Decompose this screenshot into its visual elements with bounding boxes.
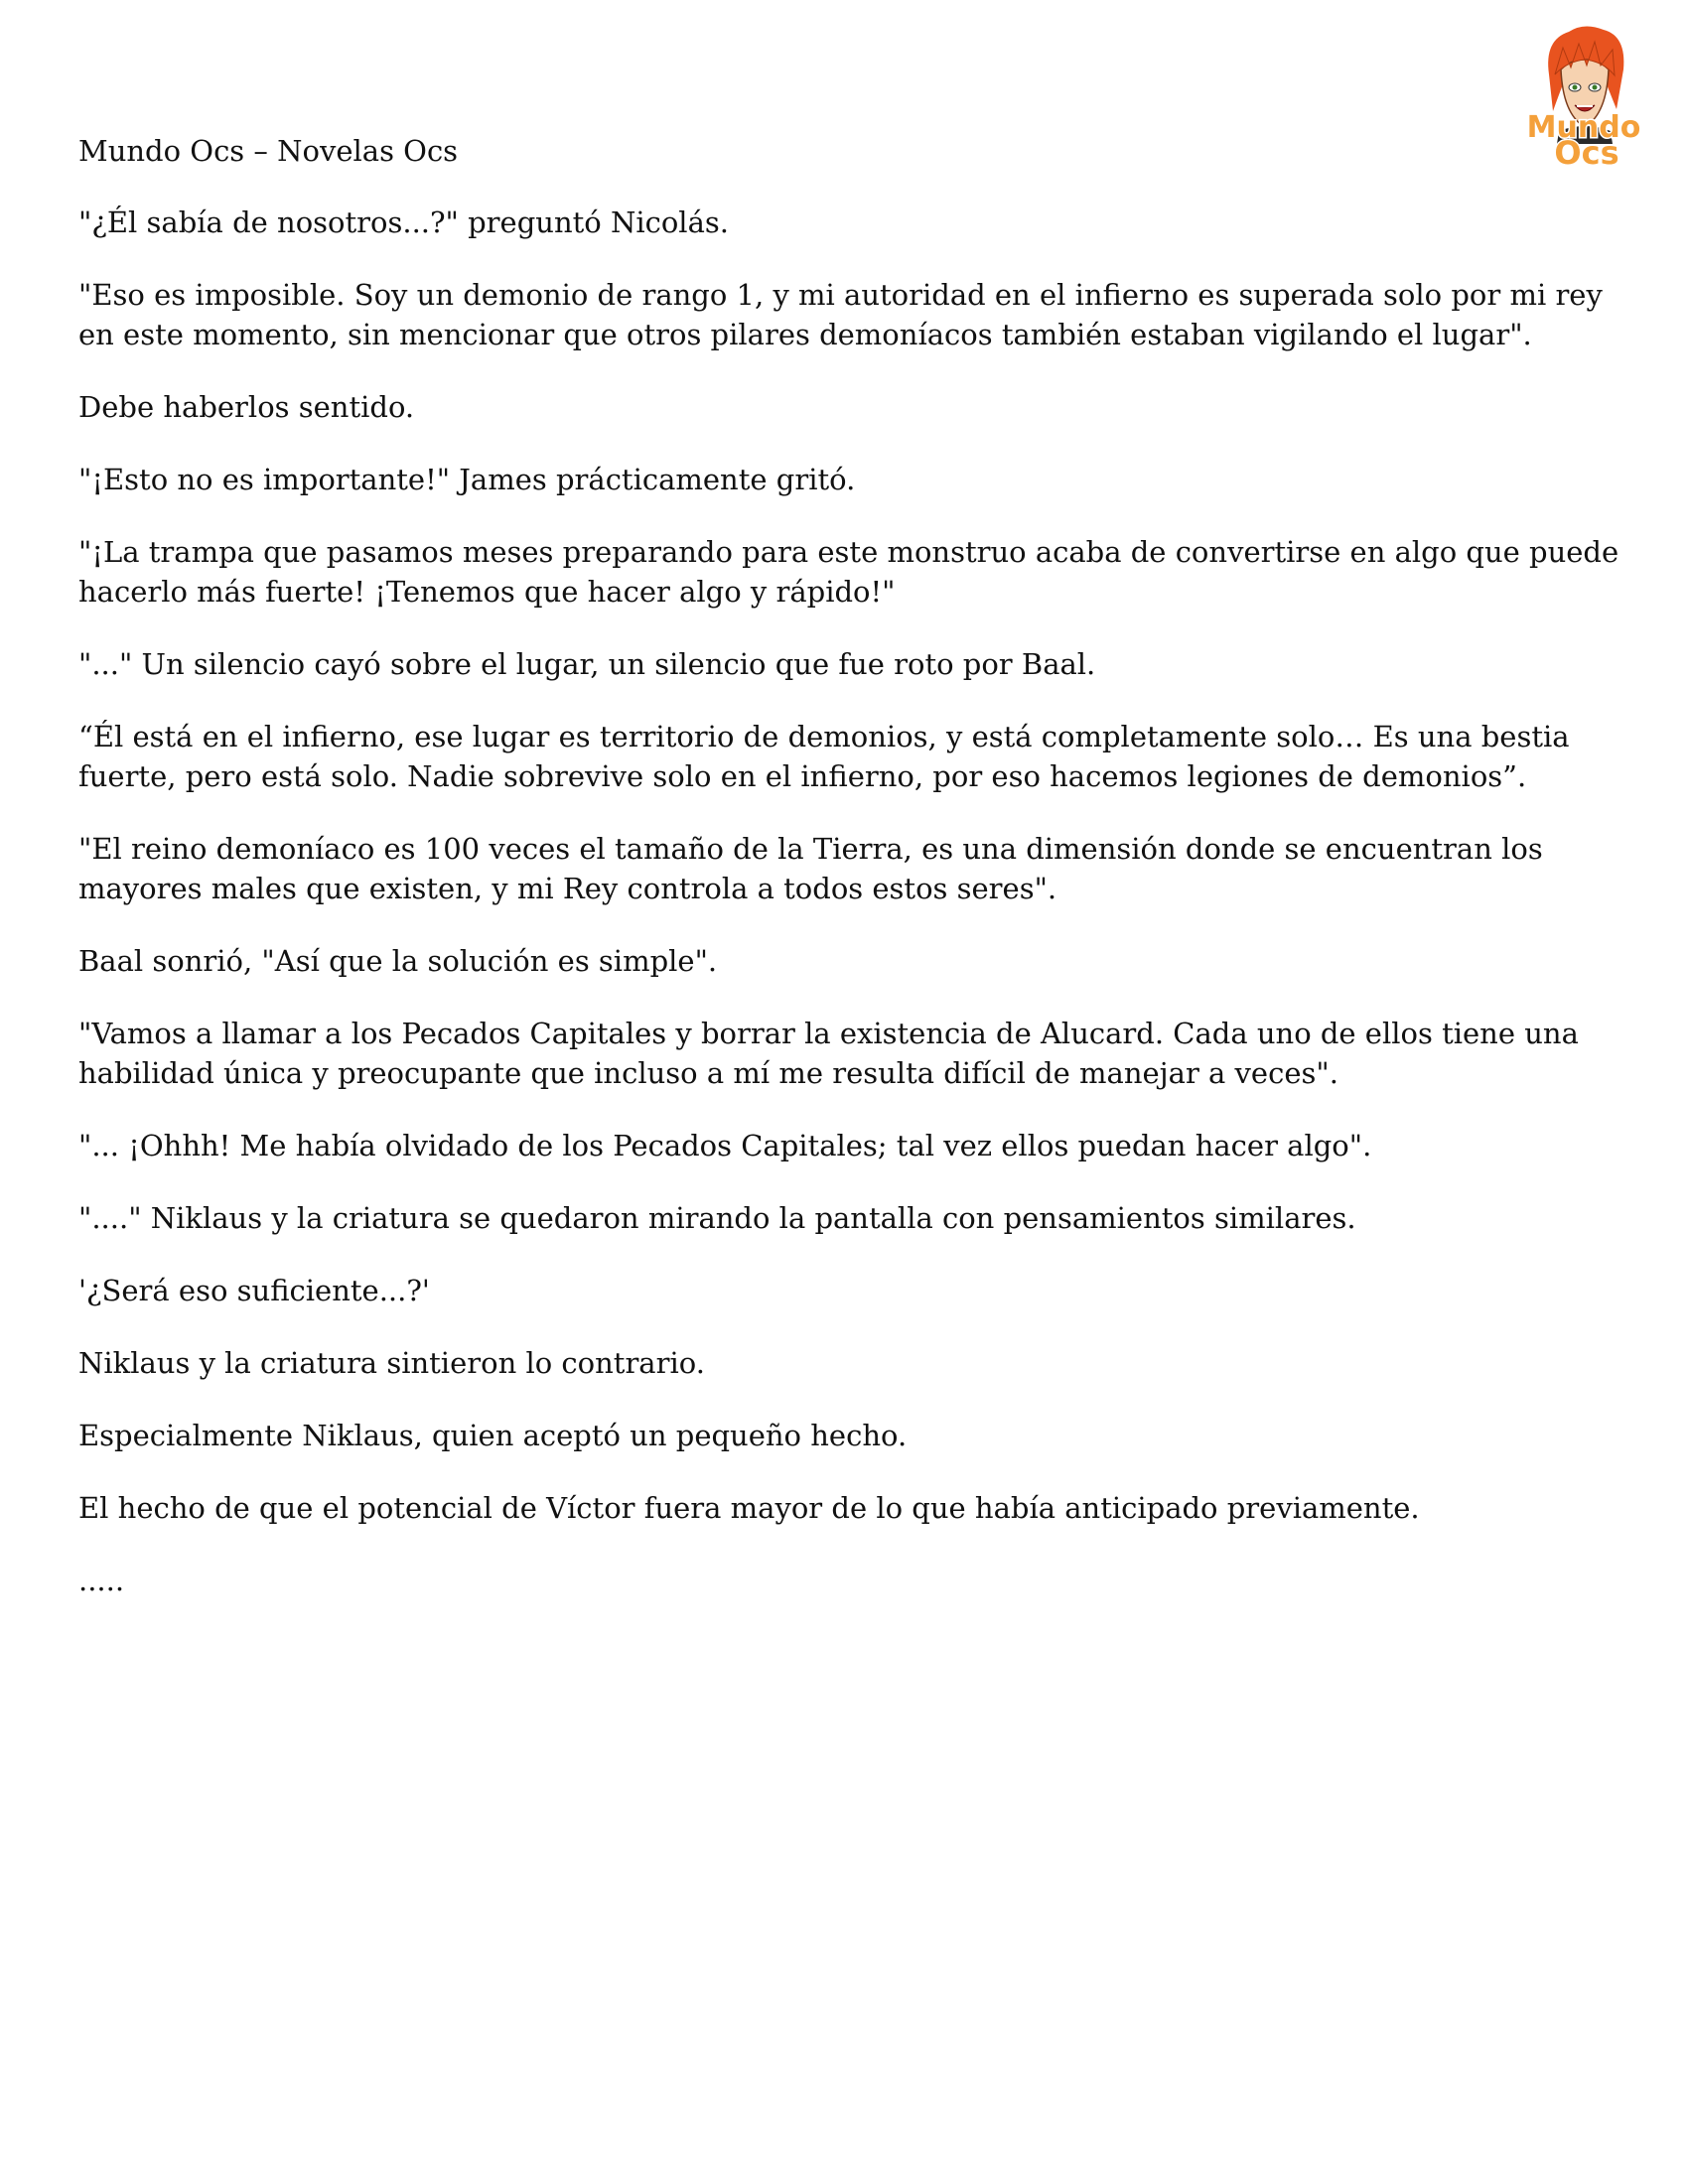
paragraph: "... ¡Ohhh! Me había olvidado de los Pecados Capitales; tal vez ellos puedan hacer algo".: [78, 1129, 1372, 1162]
paragraph: '¿Será eso suficiente...?': [78, 1274, 430, 1307]
paragraph: El hecho de que el potencial de Víctor fuera mayor de lo que había anticipado previamente.: [78, 1491, 1420, 1525]
paragraph: Especialmente Niklaus, quien aceptó un pequeño hecho.: [78, 1419, 908, 1452]
scene-break: .....: [78, 1564, 125, 1597]
paragraph: Niklaus y la criatura sintieron lo contrario.: [78, 1346, 705, 1380]
paragraph: "Vamos a llamar a los Pecados Capitales y borrar la existencia de Alucard. Cada uno de ellos tiene una habilidad única y preocupante que incluso a mí me resulta difícil de manejar a veces".: [78, 1017, 1579, 1090]
paragraph: "..." Un silencio cayó sobre el lugar, un silencio que fue roto por Baal.: [78, 647, 1096, 681]
document-header: Mundo Ocs – Novelas Ocs: [78, 134, 459, 168]
paragraph: "...." Niklaus y la criatura se quedaron mirando la pantalla con pensamientos similares.: [78, 1201, 1356, 1235]
paragraph: “Él está en el infierno, ese lugar es territorio de demonios, y está completamente solo… Es una bestia fuerte, pero está solo. Nadie sobrevive solo en el infierno, por eso hacemos legiones de demonios”.: [78, 720, 1570, 793]
paragraph: "Eso es imposible. Soy un demonio de rango 1, y mi autoridad en el infierno es superada solo por mi rey en este momento, sin mencionar que otros pilares demoníacos también estaban vigilando el lugar".: [78, 278, 1603, 351]
paragraph: "¡La trampa que pasamos meses preparando para este monstruo acaba de convertirse en algo que puede hacerlo más fuerte! ¡Tenemos que hacer algo y rápido!": [78, 535, 1619, 609]
logo-text-top: Mundo: [1526, 110, 1641, 145]
paragraph: "El reino demoníaco es 100 veces el tamaño de la Tierra, es una dimensión donde se encuentran los mayores males que existen, y mi Rey controla a todos estos seres".: [78, 832, 1543, 905]
logo-text-bottom: Ocs: [1554, 134, 1619, 169]
paragraph: "¡Esto no es importante!" James prácticamente gritó.: [78, 463, 856, 496]
paragraph: "¿Él sabía de nosotros...?" preguntó Nicolás.: [78, 205, 729, 239]
paragraph: Debe haberlos sentido.: [78, 390, 415, 424]
paragraph: Baal sonrió, "Así que la solución es simple".: [78, 944, 718, 978]
document-body: [78, 131, 1627, 1633]
